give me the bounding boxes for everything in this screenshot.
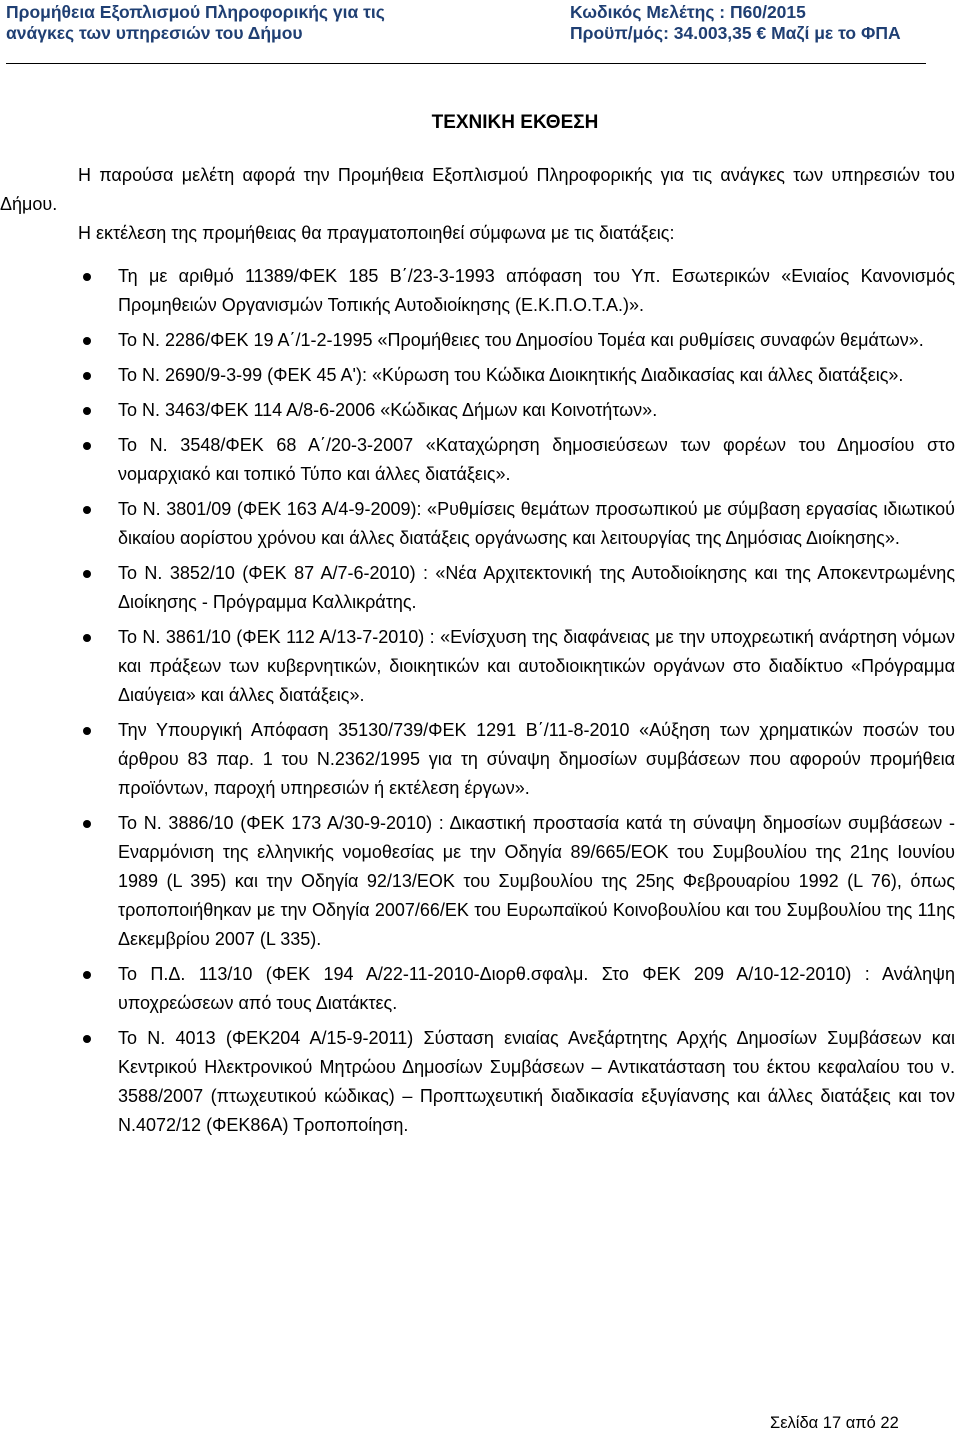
header-project-title-line2: ανάγκες των υπηρεσιών του Δήμου bbox=[6, 23, 303, 43]
list-item bbox=[0, 716, 955, 803]
header-divider bbox=[6, 63, 926, 64]
list-item-text: Το Ν. 3852/10 (ΦΕΚ 87 Α/7-6-2010) : «Νέα Αρχιτεκτονική της Αυτοδιοίκησης και της Αποκεντρωμένης Διοίκησης - Πρόγραμμα Καλλικράτης. bbox=[118, 563, 955, 612]
list-item bbox=[0, 623, 955, 710]
list-item bbox=[0, 361, 955, 390]
header-study-info bbox=[570, 2, 955, 44]
list-item-text: Το Π.Δ. 113/10 (ΦΕΚ 194 Α/22-11-2010-Διορθ.σφαλμ. Στο ΦΕΚ 209 Α/10-12-2010) : Ανάληψη υποχρεώσεων από τους Διατάκτες. bbox=[118, 964, 955, 1013]
bullet-icon bbox=[83, 820, 91, 828]
header-project-title-line1: Προμήθεια Εξοπλισμού Πληροφορικής για τις bbox=[6, 2, 385, 22]
bullet-icon bbox=[83, 971, 91, 979]
list-item bbox=[0, 960, 955, 1018]
header-study-code: Κωδικός Μελέτης : Π60/2015 bbox=[570, 2, 806, 22]
list-item-text: Το Ν. 3548/ΦΕΚ 68 Α΄/20-3-2007 «Καταχώρηση δημοσιεύσεων των φορέων του Δημοσίου στο νομαρχιακό και τοπικό Τύπο και άλλες διατάξεις». bbox=[118, 435, 955, 484]
document-title: ΤΕΧΝΙΚΗ ΕΚΘΕΣΗ bbox=[431, 112, 599, 133]
bullet-icon bbox=[83, 634, 91, 642]
list-item bbox=[0, 1024, 955, 1140]
bullet-icon bbox=[83, 407, 91, 415]
bullet-icon bbox=[83, 727, 91, 735]
list-item-text: Το Ν. 2690/9-3-99 (ΦΕΚ 45 Α'): «Κύρωση του Κώδικα Διοικητικής Διαδικασίας και άλλες διατάξεις». bbox=[118, 365, 904, 385]
list-item-text: Το Ν. 3801/09 (ΦΕΚ 163 Α/4-9-2009): «Ρυθμίσεις θεμάτων προσωπικού με σύμβαση εργασίας ιδιωτικού δικαίου αορίστου χρόνου και άλλες διατάξεις οργάνωσης και λειτουργίας της Δημόσιας Διοίκησης». bbox=[118, 499, 955, 548]
list-item-text: Την Υπουργική Απόφαση 35130/739/ΦΕΚ 1291 Β΄/11-8-2010 «Αύξηση των χρηματικών ποσών του άρθρου 83 παρ. 1 του Ν.2362/1995 για τη σύναψη δημοσίων συμβάσεων που αφορούν προμήθεια προϊόντων, παροχή υπηρεσιών ή εκτέλεση έργων». bbox=[118, 720, 955, 798]
bullet-icon bbox=[83, 506, 91, 514]
list-item-text: Το Ν. 3463/ΦΕΚ 114 Α/8-6-2006 «Κώδικας Δήμων και Κοινοτήτων». bbox=[118, 400, 658, 420]
legal-provisions-list bbox=[0, 262, 955, 1140]
bullet-icon bbox=[83, 273, 91, 281]
list-item bbox=[0, 559, 955, 617]
bullet-icon bbox=[83, 570, 91, 578]
list-item-text: Το Ν. 3861/10 (ΦΕΚ 112 Α/13-7-2010) : «Ενίσχυση της διαφάνειας με την υποχρεωτική ανάρτηση νόμων και πράξεων των κυβερνητικών, διοικητικών και αυτοδιοικητικών οργάνων στο διαδίκτυο «Πρόγραμμα Διαύγεια» και άλλες διατάξεις». bbox=[118, 627, 955, 705]
document-body bbox=[0, 161, 955, 1146]
page-number: Σελίδα 17 από 22 bbox=[770, 1414, 899, 1432]
list-item-text: Το Ν. 2286/ΦΕΚ 19 Α΄/1-2-1995 «Προμήθειες του Δημοσίου Τομέα και ρυθμίσεις συναφών θεμάτων». bbox=[118, 330, 924, 350]
bullet-icon bbox=[83, 1035, 91, 1043]
intro-paragraph: Η εκτέλεση της προμήθειας θα πραγματοποιηθεί σύμφωνα με τις διατάξεις: bbox=[78, 223, 675, 243]
bullet-icon bbox=[83, 372, 91, 380]
header-budget: Προϋπ/μός: 34.003,35 € Μαζί με το ΦΠΑ bbox=[570, 23, 901, 43]
list-item bbox=[0, 326, 955, 355]
intro-section bbox=[0, 161, 955, 248]
bullet-icon bbox=[83, 337, 91, 345]
intro-paragraph: Η παρούσα μελέτη αφορά την Προμήθεια Εξοπλισμού Πληροφορικής για τις ανάγκες των υπηρεσιών του Δήμου. bbox=[0, 165, 955, 214]
page-header bbox=[0, 2, 960, 46]
list-item bbox=[0, 495, 955, 553]
list-item-text: Το Ν. 3886/10 (ΦΕΚ 173 Α/30-9-2010) : Δικαστική προστασία κατά τη σύναψη δημοσίων συμβάσεων - Εναρμόνιση της ελληνικής νομοθεσίας με την Οδηγία 89/665/ΕΟΚ του Συμβουλίου της 21ης Ιουνίου 1989 (L 395) και την Οδηγία 92/13/ΕΟΚ του Συμβουλίου της 25ης Φεβρουαρίου 1992 (L 76), όπως τροποποιήθηκαν με την Οδηγία 2007/66/ΕΚ του Ευρωπαϊκού Κοινοβουλίου και του Συμβουλίου της 11ης Δεκεμβρίου 2007 (L 335). bbox=[118, 813, 955, 949]
list-item bbox=[0, 262, 955, 320]
bullet-icon bbox=[83, 442, 91, 450]
list-item bbox=[0, 396, 955, 425]
list-item-text: Το Ν. 4013 (ΦΕΚ204 Α/15-9-2011) Σύσταση ενιαίας Ανεξάρτητης Αρχής Δημοσίων Συμβάσεων και Κεντρικού Ηλεκτρονικού Μητρώου Δημοσίων Συμβάσεων – Αντικατάσταση του έκτου κεφαλαίου του ν. 3588/2007 (πτωχευτικού κώδικας) – Προπτωχευτική διαδικασία εξυγίανσης και άλλες διατάξεις και τον Ν.4072/12 (ΦΕΚ86Α) Τροποποίηση. bbox=[118, 1028, 955, 1135]
list-item bbox=[0, 809, 955, 954]
list-item bbox=[0, 431, 955, 489]
header-project-title bbox=[6, 2, 476, 44]
list-item-text: Τη με αριθμό 11389/ΦΕΚ 185 Β΄/23-3-1993 απόφαση του Υπ. Εσωτερικών «Ενιαίος Κανονισμός Προμηθειών Οργανισμών Τοπικής Αυτοδιοίκησης (Ε.Κ.Π.Ο.Τ.Α.)». bbox=[118, 266, 955, 315]
